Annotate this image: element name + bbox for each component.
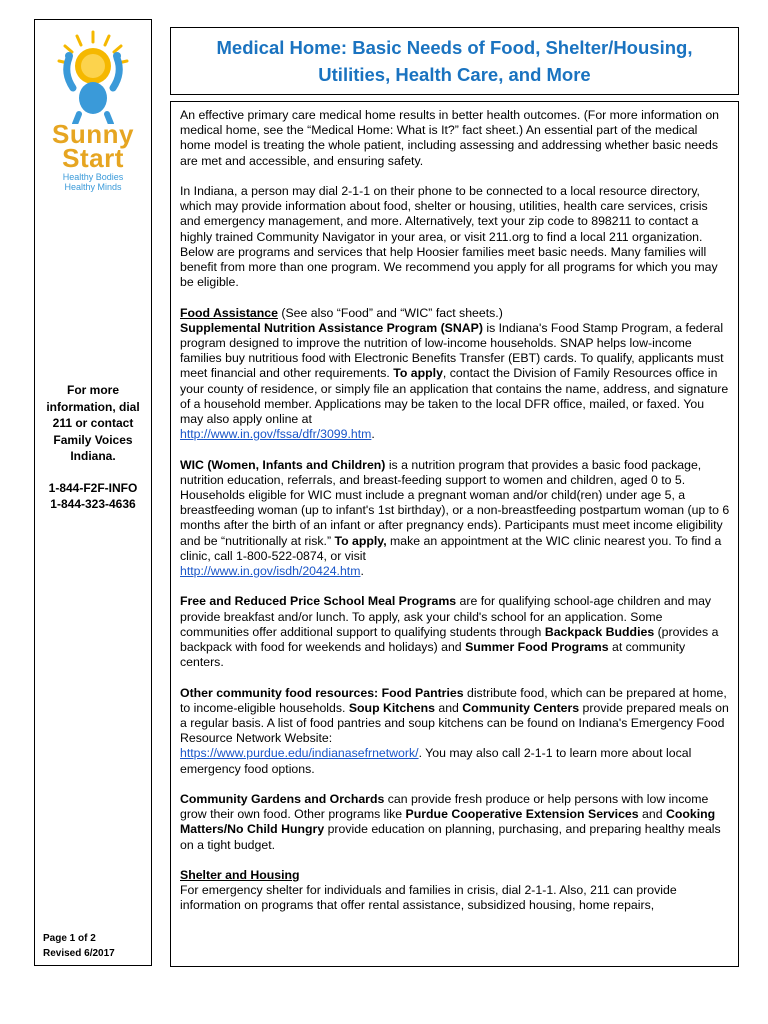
contact-line: Indiana. — [70, 449, 116, 463]
contact-line: For more — [66, 383, 119, 397]
gardens-text: provide education on planning, purchasing, and preparing healthy meals on a tight budget. — [180, 822, 721, 852]
wic-text: is a nutrition program that provides a basic food package, nutrition education, referrals, and breast-feeding support to women and children, aged 0 to 5. Households eligible for WIC must include a pregnant woman and/or child(ren) under age 5, a breastfeeding woman (up to infant's 1st birthday), or a non-breastfeeding postpartum woman (up to 6 months after the birth of an infant or after pregnancy ends). Participants must meet income eligibility and be “nutritionally at risk.” — [180, 457, 730, 548]
logo-word-start: Start — [62, 143, 124, 173]
page-title-line-2: Utilities, Health Care, and More — [318, 64, 591, 85]
gardens-text: can provide fresh produce or help persons with low income grow their own food. Other programs like — [180, 792, 709, 822]
content-body — [170, 101, 739, 967]
logo-tagline-1: Healthy Bodies — [62, 172, 124, 182]
summer-food-programs: Summer Food Programs — [465, 640, 609, 655]
school-meals-text: (provides a backpack with food for weekends and holidays) and — [180, 624, 719, 655]
shelter-heading — [180, 868, 730, 883]
indiana-211-paragraph: In Indiana, a person may dial 2-1-1 on their phone to be connected to a local resource directory, which may provide information about food, shelter or housing, utilities, health care services, crisis and emergency management, and more. Alternatively, text your zip code to 898211 to contact a highly trained Community Navigator in your area, or visit 211.org to find a local 211 organization. Below are programs and services that help Hoosier families meet basic needs. Many families will benefit from more than one program. We recommend you apply for all programs for which you may be eligible. — [180, 184, 718, 290]
snap-end: . — [371, 427, 375, 442]
other-food-text: and — [434, 700, 463, 715]
shelter-paragraph: For emergency shelter for individuals and families in crisis, dial 2-1-1. Also, 211 can provide information on programs that offer rental assistance, subsidized housing, home repairs, — [180, 883, 677, 913]
other-food-text: provide prepared meals on a regular basis. A list of food pantries and soup kitchens can be found on Indiana's Emergency Food Resource Network Website: — [180, 700, 729, 746]
contact-line: Family Voices — [53, 432, 133, 447]
gardens-title: Community Gardens and Orchards — [180, 792, 385, 807]
purdue-extension: Purdue Cooperative Extension Services — [405, 807, 639, 822]
gardens-text: and — [638, 807, 666, 822]
page-info — [43, 931, 115, 961]
phone-number-digits: 1-844-323-4636 — [50, 497, 136, 511]
snap-text: is Indiana's Food Stamp Program, a federal program designed to improve the nutrition of low-income households. SNAP helps low-income families buy nutritious food with Electronic Benefits Transfer (EBT) cards. To qualify, applicants must meet financial and other requirements. — [180, 320, 724, 381]
wic-title: WIC (Women, Infants and Children) — [180, 457, 386, 472]
snap-text: , contact the Division of Family Resources office in your county of residence, or simply file an application that contains the name, address, and signature of a household member. Applications may be taken to the local DFR office, mailed, or faxed. You may also apply online at — [180, 366, 729, 427]
logo-tagline-2: Healthy Minds — [64, 182, 122, 192]
other-food-text: . You may also call 2-1-1 to learn more about local emergency food options. — [180, 746, 692, 776]
intro-paragraph: An effective primary care medical home results in better health outcomes. (For more information on medical home, see the “Medical Home: What is It?” fact sheet.) An essential part of the medical home model is treating the whole patient, including assessing and addressing whether basic needs are met and accessible, and ensuring safety. — [180, 108, 720, 168]
logo-word-sunny: Sunny — [52, 119, 134, 149]
snap-paragraph — [180, 321, 730, 443]
efrn-link[interactable]: https://www.purdue.edu/indianasefrnetwork/ — [180, 746, 419, 761]
school-meals-title: Free and Reduced Price School Meal Programs — [180, 594, 457, 609]
revised-date: Revised 6/2017 — [43, 948, 115, 959]
sun-figure-icon — [43, 28, 143, 124]
contact-info — [35, 382, 151, 513]
contact-line: 211 or contact — [52, 416, 134, 430]
page-title-box — [170, 27, 739, 95]
wic-end: . — [360, 564, 364, 579]
snap-title: Supplemental Nutrition Assistance Program (SNAP) — [180, 320, 483, 335]
snap-apply: To apply — [393, 366, 443, 381]
wic-apply: To apply, — [334, 533, 387, 548]
school-meals-paragraph — [180, 594, 730, 670]
food-assistance-heading — [180, 306, 730, 321]
food-pantries-title: Other community food resources: Food Pantries — [180, 685, 464, 700]
soup-kitchens: Soup Kitchens — [348, 700, 435, 715]
page-number: Page 1 of 2 — [43, 933, 96, 944]
food-assistance-note: (See also “Food” and “WIC” fact sheets.) — [277, 305, 503, 320]
sunny-start-logo — [43, 28, 143, 192]
school-meals-text: at community centers. — [180, 640, 686, 670]
school-meals-text: are for qualifying school-age children and may provide breakfast and/or lunch. To apply, ask your child's school for an application. Some communities offer additional support to qualifying students through — [180, 594, 712, 639]
wic-paragraph — [180, 458, 730, 580]
other-food-text: distribute food, which can be prepared at home, to income-eligible households. — [180, 685, 727, 715]
snap-link[interactable]: http://www.in.gov/fssa/dfr/3099.htm — [180, 427, 372, 442]
contact-line: information, dial — [46, 399, 140, 414]
other-food-paragraph — [180, 686, 730, 777]
gardens-paragraph — [180, 792, 730, 853]
community-centers: Community Centers — [462, 700, 580, 715]
backpack-buddies: Backpack Buddies — [544, 624, 655, 639]
wic-link[interactable]: http://www.in.gov/isdh/20424.htm — [180, 564, 361, 579]
cooking-matters: Cooking Matters/No Child Hungry — [180, 807, 716, 837]
phone-number-letters: 1-844-F2F-INFO — [48, 480, 138, 495]
shelter-title: Shelter and Housing — [180, 868, 300, 883]
page-title-line-1: Medical Home: Basic Needs of Food, Shelter/Housing, — [216, 37, 693, 58]
food-assistance-title: Food Assistance — [180, 305, 278, 320]
wic-text: make an appointment at the WIC clinic nearest you. To find a clinic, call 1-800-522-0874, or visit — [180, 533, 722, 563]
sidebar — [34, 19, 152, 966]
